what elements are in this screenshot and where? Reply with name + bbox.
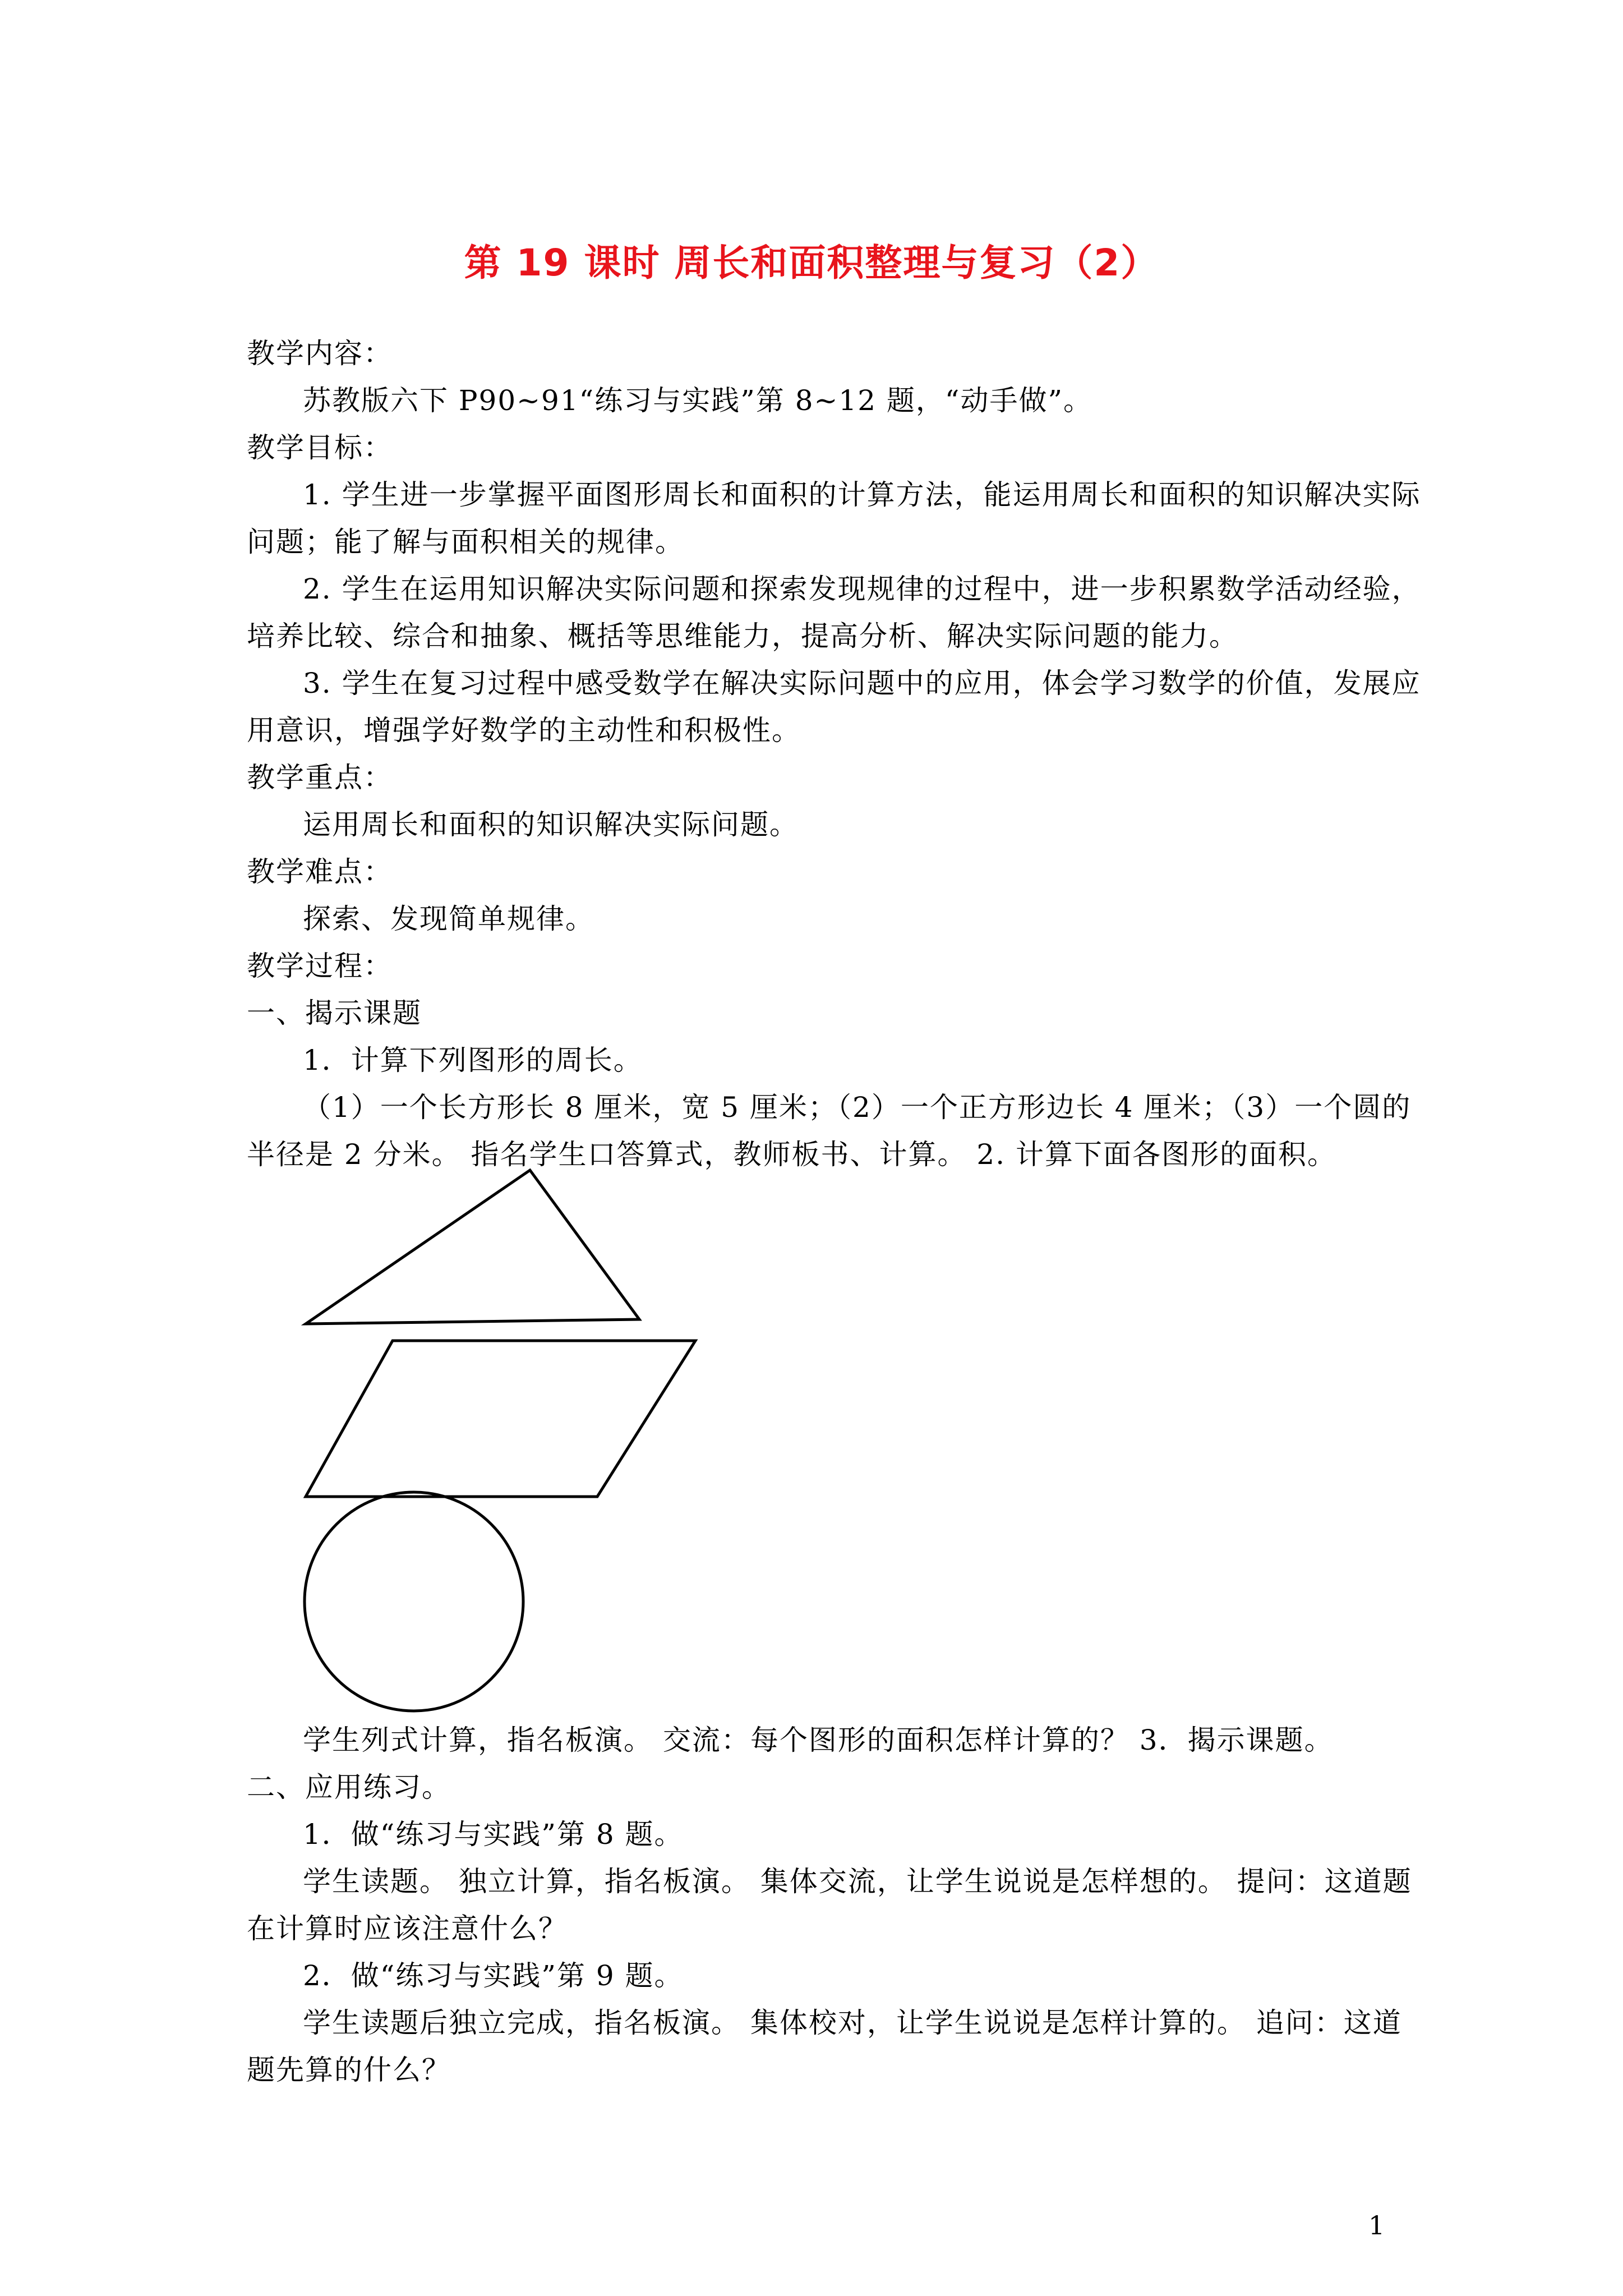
lesson-title: 第 19 课时 周长和面积整理与复习（2） [464,241,1159,284]
task-1-detail-line-2: 半径是 2 分米。 指名学生口答算式，教师板书、计算。 2. 计算下面各图形的面积。 [247,1138,1336,1171]
shapes-figure [292,1167,718,1739]
section-1-heading: 一、揭示课题 [247,997,422,1029]
exercise-8: 1．做“练习与实践”第 8 题。 [303,1818,684,1851]
goal-2-line-1: 2. 学生在运用知识解决实际问题和探索发现规律的过程中，进一步积累数学活动经验， [303,573,1421,605]
exercise-9: 2．做“练习与实践”第 9 题。 [303,1959,684,1992]
section-2-heading: 二、应用练习。 [247,1771,451,1803]
page-number: 1 [1368,2210,1385,2240]
task-1: 1．计算下列图形的周长。 [303,1044,643,1076]
goal-1-line-1: 1. 学生进一步掌握平面图形周长和面积的计算方法，能运用周长和面积的知识解决实际 [303,478,1421,511]
goal-1-line-2: 问题；能了解与面积相关的规律。 [247,526,684,558]
difficulty-text: 探索、发现简单规律。 [303,903,594,935]
exercise-8-detail-line-2: 在计算时应该注意什么？ [247,1912,568,1945]
goal-3-line-1: 3. 学生在复习过程中感受数学在解决实际问题中的应用，体会学习数学的价值，发展应 [303,667,1421,700]
exercise-8-detail-line-1: 学生读题。 独立计算，指名板演。 集体交流，让学生说说是怎样想的。 提问：这道题 [303,1865,1412,1898]
heading-goals: 教学目标： [247,431,393,464]
exercise-9-detail-line-2: 题先算的什么？ [247,2054,451,2086]
task-1-detail-line-1: （1）一个长方形长 8 厘米，宽 5 厘米；（2）一个正方形边长 4 厘米；（3）一个圆的 [303,1091,1412,1124]
content-text: 苏教版六下 P90~91“练习与实践”第 8~12 题，“动手做”。 [303,384,1093,417]
exercise-9-detail-line-1: 学生读题后独立完成，指名板演。 集体校对，让学生说说是怎样计算的。 追问：这道 [303,2007,1402,2039]
heading-difficulty: 教学难点： [247,855,393,888]
parallelogram-shape [306,1341,695,1497]
heading-process: 教学过程： [247,950,393,982]
circle-shape [305,1492,523,1711]
heading-key-point: 教学重点： [247,761,393,794]
goal-3-line-2: 用意识，增强学好数学的主动性和积极性。 [247,714,801,747]
goal-2-line-2: 培养比较、综合和抽象、概括等思维能力，提高分析、解决实际问题的能力。 [247,620,1238,652]
calc-instructions: 学生列式计算，指名板演。 交流：每个图形的面积怎样计算的？ 3．揭示课题。 [303,1724,1334,1756]
triangle-shape [306,1170,639,1324]
heading-content: 教学内容： [247,337,393,370]
key-point-text: 运用周长和面积的知识解决实际问题。 [303,808,799,841]
